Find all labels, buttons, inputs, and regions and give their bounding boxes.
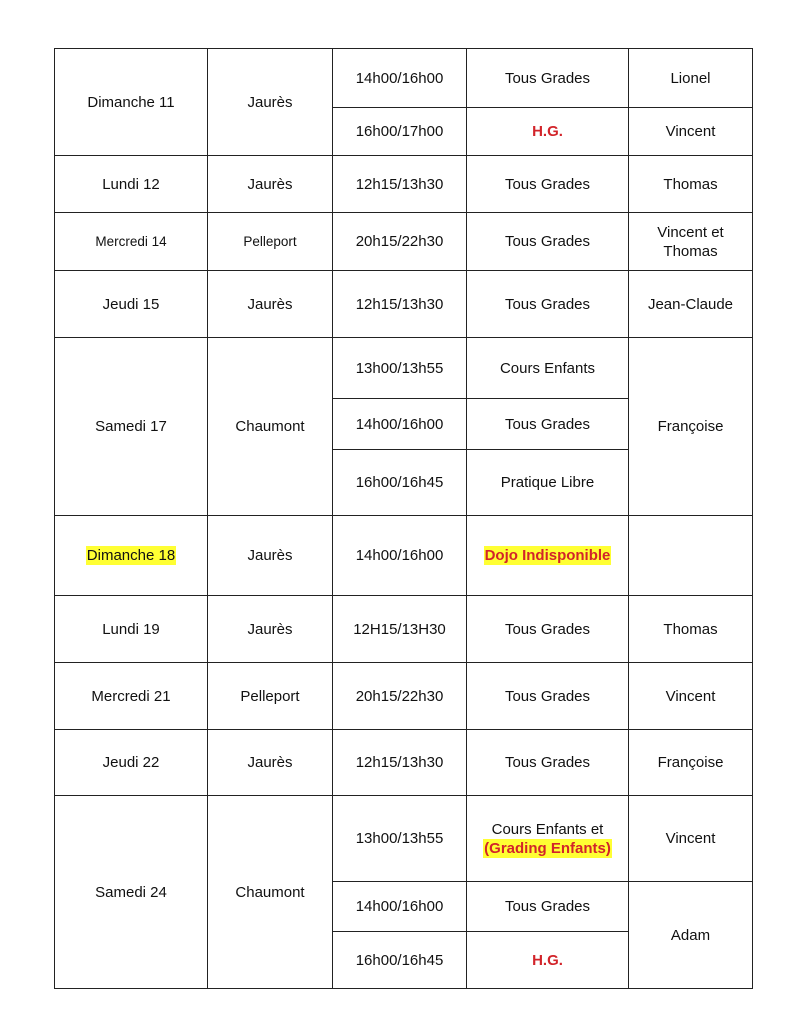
day-cell: Dimanche 11 (55, 49, 208, 156)
table-row (55, 596, 753, 663)
teacher-cell: Thomas (629, 596, 753, 663)
time-cell: 16h00/17h00 (333, 108, 467, 156)
class-cell: Tous Grades (467, 156, 629, 213)
class-cell: Tous Grades (467, 882, 629, 932)
class-cell (467, 516, 629, 596)
class-line-1: Cours Enfants et (491, 820, 604, 838)
place-cell: Jaurès (208, 156, 333, 213)
time-cell: 20h15/22h30 (333, 663, 467, 730)
place-cell: Jaurès (208, 49, 333, 156)
teacher-cell: Vincent (629, 796, 753, 882)
class-cell: Tous Grades (467, 663, 629, 730)
teacher-cell: Adam (629, 882, 753, 989)
place-cell: Pelleport (208, 663, 333, 730)
time-cell: 14h00/16h00 (333, 882, 467, 932)
table-row (55, 271, 753, 338)
teacher-cell: Jean-Claude (629, 271, 753, 338)
day-cell: Lundi 19 (55, 596, 208, 663)
teacher-cell (629, 516, 753, 596)
day-cell: Jeudi 15 (55, 271, 208, 338)
unavailable-notice: Dojo Indisponible (484, 547, 611, 564)
schedule-sheet (54, 48, 753, 989)
time-cell: 12h15/13h30 (333, 271, 467, 338)
class-cell: Tous Grades (467, 596, 629, 663)
teacher-cell: Thomas (629, 156, 753, 213)
teacher-cell: Françoise (629, 730, 753, 796)
class-cell: Tous Grades (467, 399, 629, 450)
place-cell: Jaurès (208, 730, 333, 796)
teacher-line-2: Thomas (663, 242, 718, 260)
table-row (55, 516, 753, 596)
place-cell: Chaumont (208, 796, 333, 989)
time-cell: 14h00/16h00 (333, 399, 467, 450)
place-cell: Jaurès (208, 516, 333, 596)
class-cell: Cours Enfants (467, 338, 629, 399)
class-cell: Tous Grades (467, 213, 629, 271)
place-cell: Jaurès (208, 596, 333, 663)
time-cell: 16h00/16h45 (333, 450, 467, 516)
table-row (55, 49, 753, 108)
place-cell: Pelleport (208, 213, 333, 271)
class-cell (467, 796, 629, 882)
day-cell (55, 516, 208, 596)
time-cell: 16h00/16h45 (333, 932, 467, 989)
table-row (55, 213, 753, 271)
grading-notice: (Grading Enfants) (484, 839, 611, 857)
day-cell: Samedi 17 (55, 338, 208, 516)
highlighted-day: Dimanche 18 (86, 547, 176, 564)
class-cell: Tous Grades (467, 49, 629, 108)
time-cell: 13h00/13h55 (333, 796, 467, 882)
class-cell: H.G. (467, 932, 629, 989)
class-cell: Tous Grades (467, 271, 629, 338)
time-cell: 14h00/16h00 (333, 49, 467, 108)
day-cell: Mercredi 14 (55, 213, 208, 271)
time-cell: 13h00/13h55 (333, 338, 467, 399)
table-row (55, 156, 753, 213)
class-cell: H.G. (467, 108, 629, 156)
teacher-cell: Vincent (629, 663, 753, 730)
day-cell: Jeudi 22 (55, 730, 208, 796)
place-cell: Jaurès (208, 271, 333, 338)
teacher-cell: Françoise (629, 338, 753, 516)
time-cell: 12H15/13H30 (333, 596, 467, 663)
place-cell: Chaumont (208, 338, 333, 516)
table-row (55, 663, 753, 730)
class-cell: Pratique Libre (467, 450, 629, 516)
day-cell: Samedi 24 (55, 796, 208, 989)
table-row (55, 730, 753, 796)
teacher-line-1: Vincent et (657, 223, 724, 241)
time-cell: 20h15/22h30 (333, 213, 467, 271)
table-row (55, 796, 753, 882)
time-cell: 12h15/13h30 (333, 730, 467, 796)
table-row (55, 338, 753, 399)
time-cell: 12h15/13h30 (333, 156, 467, 213)
class-cell: Tous Grades (467, 730, 629, 796)
teacher-cell (629, 213, 753, 271)
day-cell: Mercredi 21 (55, 663, 208, 730)
teacher-cell: Vincent (629, 108, 753, 156)
teacher-cell: Lionel (629, 49, 753, 108)
time-cell: 14h00/16h00 (333, 516, 467, 596)
day-cell: Lundi 12 (55, 156, 208, 213)
schedule-table (54, 48, 753, 989)
